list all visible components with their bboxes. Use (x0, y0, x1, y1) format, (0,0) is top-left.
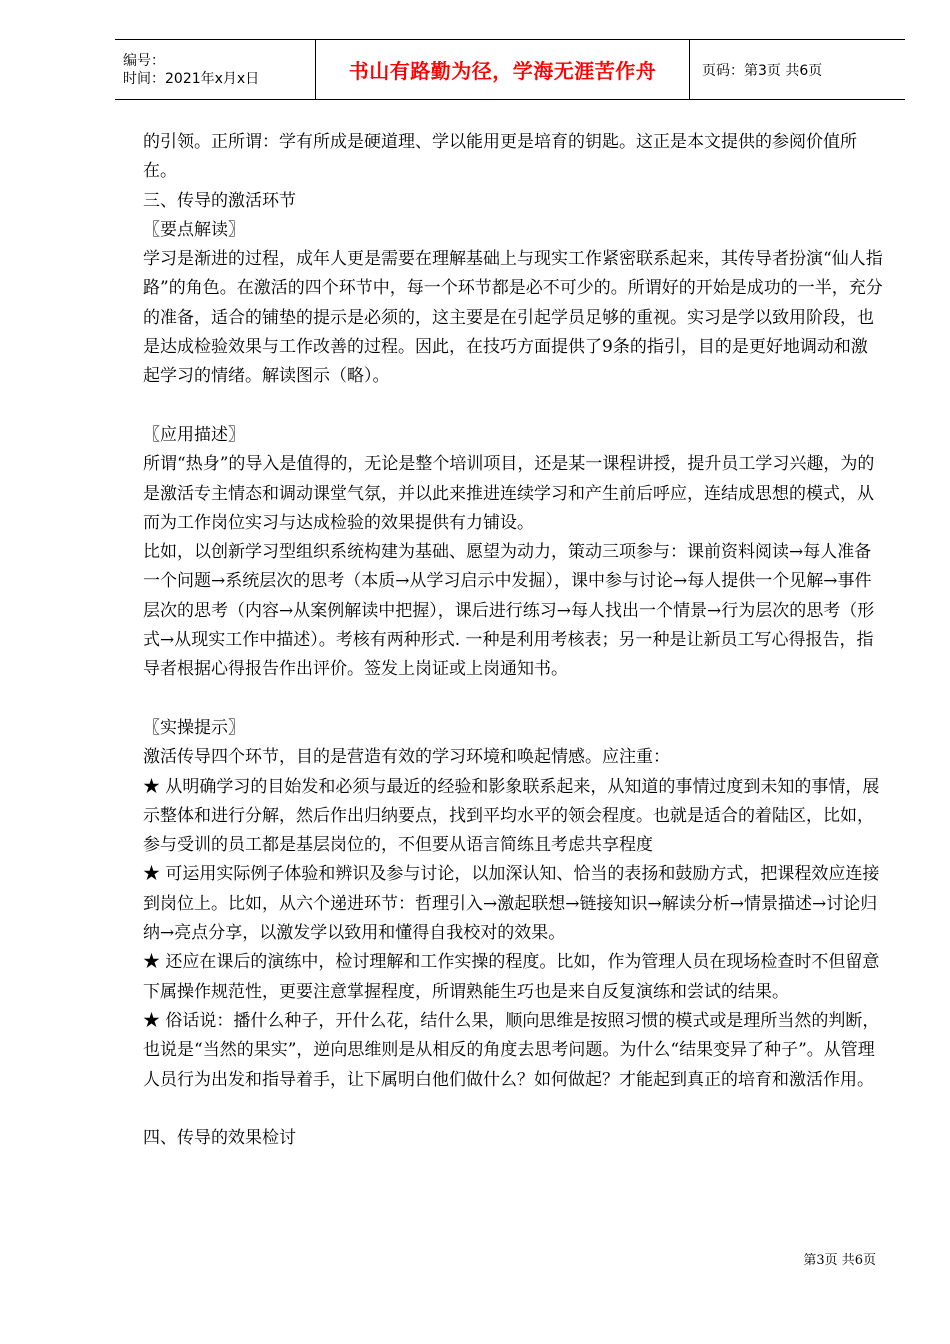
star-item-2: ★ 可运用实际例子体验和辨识及参与讨论，以加深认知、恰当的表扬和鼓励方式，把课程效应连接到岗位上。比如，从六个递进环节：哲理引入→激起联想→链接知识→解读分析→情景描述→讨论归纳→亮点分享，以激发学以致用和懂得自我校对的效果。 (143, 864, 880, 944)
tag-key-points: 〖要点解读〗 (143, 219, 245, 240)
paragraph-application-1: 所谓“热身”的导入是值得的，无论是整个培训项目，还是某一课程讲授，提升员工学习兴趣，为的是激活专主情态和调动课堂气氛，并以此来推进连续学习和产生前后呼应，连结成思想的模式，从而为工作岗位实习与达成检验的效果提供有力铺设。 (143, 454, 875, 533)
blank-line (143, 685, 883, 714)
star-item-4: ★ 俗话说：播什么种子，开什么花，结什么果，顺向思维是按照习惯的模式或是理所当然的判断，也说是“当然的果实”，逆向思维则是从相反的角度去思考问题。为什么“结果变异了种子”。从管理人员行为出发和指导着手，让下属明白他们做什么？如何做起？才能起到真正的培育和激活作用。 (143, 1010, 880, 1090)
blank-line (143, 1095, 883, 1124)
header-time-label: 时间：2021年x月x日 (123, 70, 260, 87)
footer-page-number: 第3页 共6页 (803, 1253, 876, 1268)
section-heading-3: 三、传导的激活环节 (143, 190, 296, 211)
section-heading-4: 四、传导的效果检讨 (143, 1128, 296, 1149)
star-item-1: ★ 从明确学习的目始发和必须与最近的经验和影象联系起来，从知道的事情过度到未知的事情，展示整体和进行分解，然后作出归纳要点，找到平均水平的领会程度。也就是适合的着陆区，比如，参与受训的员工都是基层岗位的，不但要从语言简练且考虑共享程度 (143, 776, 880, 856)
paragraph-practice-intro: 激活传导四个环节，目的是营造有效的学习环境和唤起情感。应注重： (143, 747, 670, 768)
paragraph-intro: 的引领。正所谓：学有所成是硬道理、学以能用更是培育的钥匙。这正是本文提供的参阅价值所在。 (143, 132, 857, 182)
document-body (143, 128, 883, 1153)
blank-line (143, 392, 883, 421)
tag-application: 〖应用描述〗 (143, 424, 245, 445)
paragraph-application-2: 比如，以创新学习型组织系统构建为基础、愿望为动力，策动三项参与：课前资料阅读→每人准备一个问题→系统层次的思考（本质→从学习启示中发掘），课中参与讨论→每人提供一个见解→事件层次的思考（内容→从案例解读中把握），课后进行练习→每人找出一个情景→行为层次的思考（形式→从现实工作中描述）。考核有两种形式. 一种是利用考核表；另一种是让新员工写心得报告，指导者根据心得报告作出评价。签发上岗证或上岗通知书。 (143, 542, 875, 680)
header-meta (115, 40, 316, 99)
page-header (115, 39, 905, 100)
header-motto-text: 书山有路勤为径，学海无涯苦作舟 (348, 59, 657, 83)
header-page-label: 页码：第3页 共6页 (702, 62, 823, 79)
header-page (690, 40, 905, 99)
star-item-3: ★ 还应在课后的演练中，检讨理解和工作实操的程度。比如，作为管理人员在现场检查时不但留意下属操作规范性，更要注意掌握程度，所谓熟能生巧也是来自反复演练和尝试的结果。 (143, 952, 880, 1002)
tag-practice: 〖实操提示〗 (143, 717, 245, 738)
header-motto (316, 40, 690, 99)
header-number-label: 编号： (123, 52, 165, 69)
paragraph-key-points: 学习是渐进的过程，成年人更是需要在理解基础上与现实工作紧密联系起来，其传导者扮演“仙人指路”的角色。在激活的四个环节中，每一个环节都是必不可少的。所谓好的开始是成功的一半，充分的准备，适合的铺垫的提示是必须的，这主要是在引起学员足够的重视。实习是学以致用阶段，也是达成检验效果与工作改善的过程。因此，在技巧方面提供了9条的指引，目的是更好地调动和激起学习的情绪。解读图示（略）。 (143, 249, 883, 387)
page-footer (803, 1249, 876, 1268)
